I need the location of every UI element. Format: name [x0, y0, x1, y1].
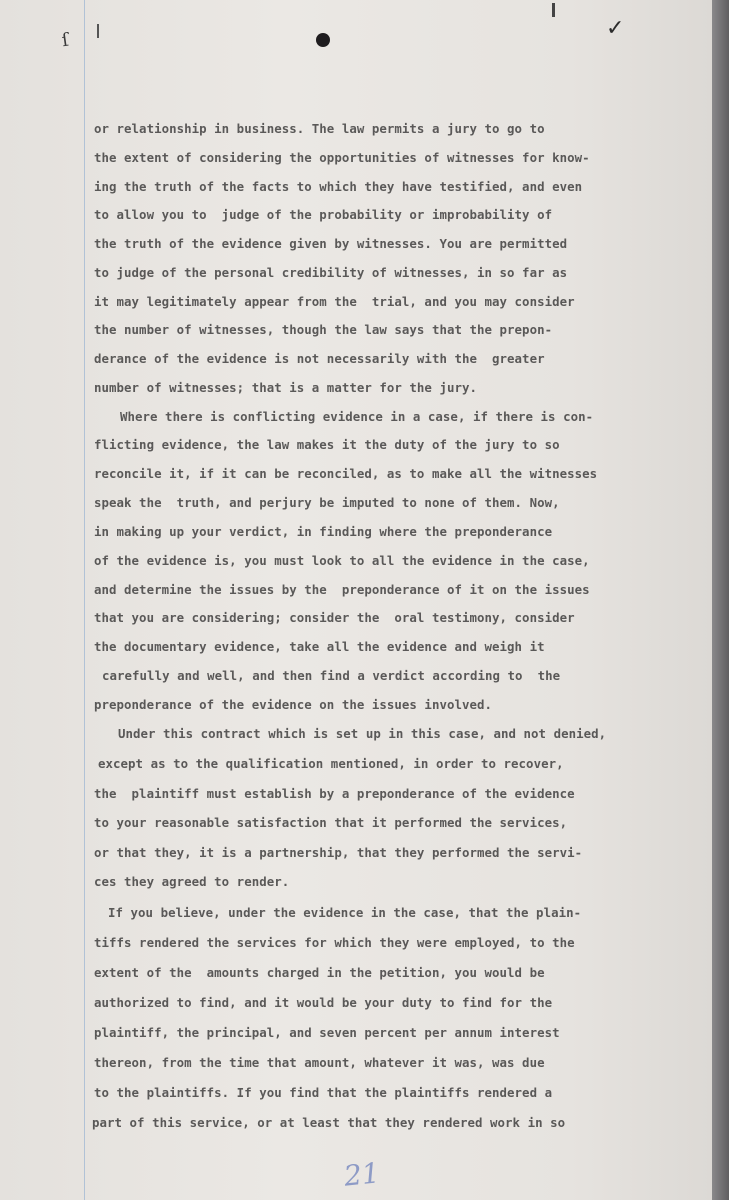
text-line: extent of the amounts charged in the petition, you would be	[94, 965, 545, 980]
text-line: number of witnesses; that is a matter for the jury.	[94, 380, 477, 395]
text-line: to your reasonable satisfaction that it performed the services,	[94, 815, 568, 830]
text-line: that you are considering; consider the oral testimony, consider	[94, 610, 575, 625]
text-line: it may legitimately appear from the trial, and you may consider	[94, 294, 575, 309]
check-mark: ✓	[606, 16, 625, 41]
text-line: the plaintiff must establish by a preponderance of the evidence	[94, 786, 575, 801]
text-line: If you believe, under the evidence in the case, that the plain-	[108, 905, 582, 920]
text-line: to the plaintiffs. If you find that the plaintiffs rendered a	[94, 1085, 553, 1100]
text-line: except as to the qualification mentioned, in order to recover,	[98, 756, 564, 771]
text-line: derance of the evidence is not necessarily with the greater	[94, 351, 545, 366]
text-line: the truth of the evidence given by witnesses. You are permitted	[94, 236, 568, 251]
text-line: part of this service, or at least that they rendered work in so	[92, 1115, 566, 1130]
text-line: thereon, from the time that amount, whatever it was, was due	[94, 1055, 545, 1070]
text-line: speak the truth, and perjury be imputed to none of them. Now,	[94, 495, 560, 510]
text-line: or that they, it is a partnership, that they performed the servi-	[94, 845, 583, 860]
text-line: in making up your verdict, in finding where the preponderance	[94, 524, 553, 539]
text-line: the documentary evidence, take all the evidence and weigh it	[94, 639, 545, 654]
text-line: to allow you to judge of the probability or improbability of	[94, 207, 553, 222]
text-line: of the evidence is, you must look to all the evidence in the case,	[94, 553, 590, 568]
text-line: and determine the issues by the preponderance of it on the issues	[94, 582, 590, 597]
text-line: Under this contract which is set up in this case, and not denied,	[118, 726, 607, 741]
text-line: tiffs rendered the services for which they were employed, to the	[94, 935, 575, 950]
text-line: the number of witnesses, though the law says that the prepon-	[94, 322, 553, 337]
text-line: reconcile it, if it can be reconciled, as to make all the witnesses	[94, 466, 598, 481]
text-line: carefully and well, and then find a verdict according to the	[102, 668, 561, 683]
text-line: Where there is conflicting evidence in a case, if there is con-	[120, 409, 594, 424]
text-line: to judge of the personal credibility of witnesses, in so far as	[94, 265, 568, 280]
text-line: ces they agreed to render.	[94, 874, 290, 889]
page-number: 21	[342, 1156, 382, 1193]
text-line: the extent of considering the opportunities of witnesses for know-	[94, 150, 590, 165]
text-line: authorized to find, and it would be your duty to find for the	[94, 995, 553, 1010]
text-line: or relationship in business. The law permits a jury to go to	[94, 121, 545, 136]
background-edge	[712, 0, 729, 1200]
text-line: preponderance of the evidence on the issues involved.	[94, 697, 493, 712]
text-line: ing the truth of the facts to which they have testified, and even	[94, 179, 583, 194]
text-line: plaintiff, the principal, and seven percent per annum interest	[94, 1025, 560, 1040]
margin-mark: ſ	[60, 29, 71, 52]
text-line: flicting evidence, the law makes it the duty of the jury to so	[94, 437, 560, 452]
